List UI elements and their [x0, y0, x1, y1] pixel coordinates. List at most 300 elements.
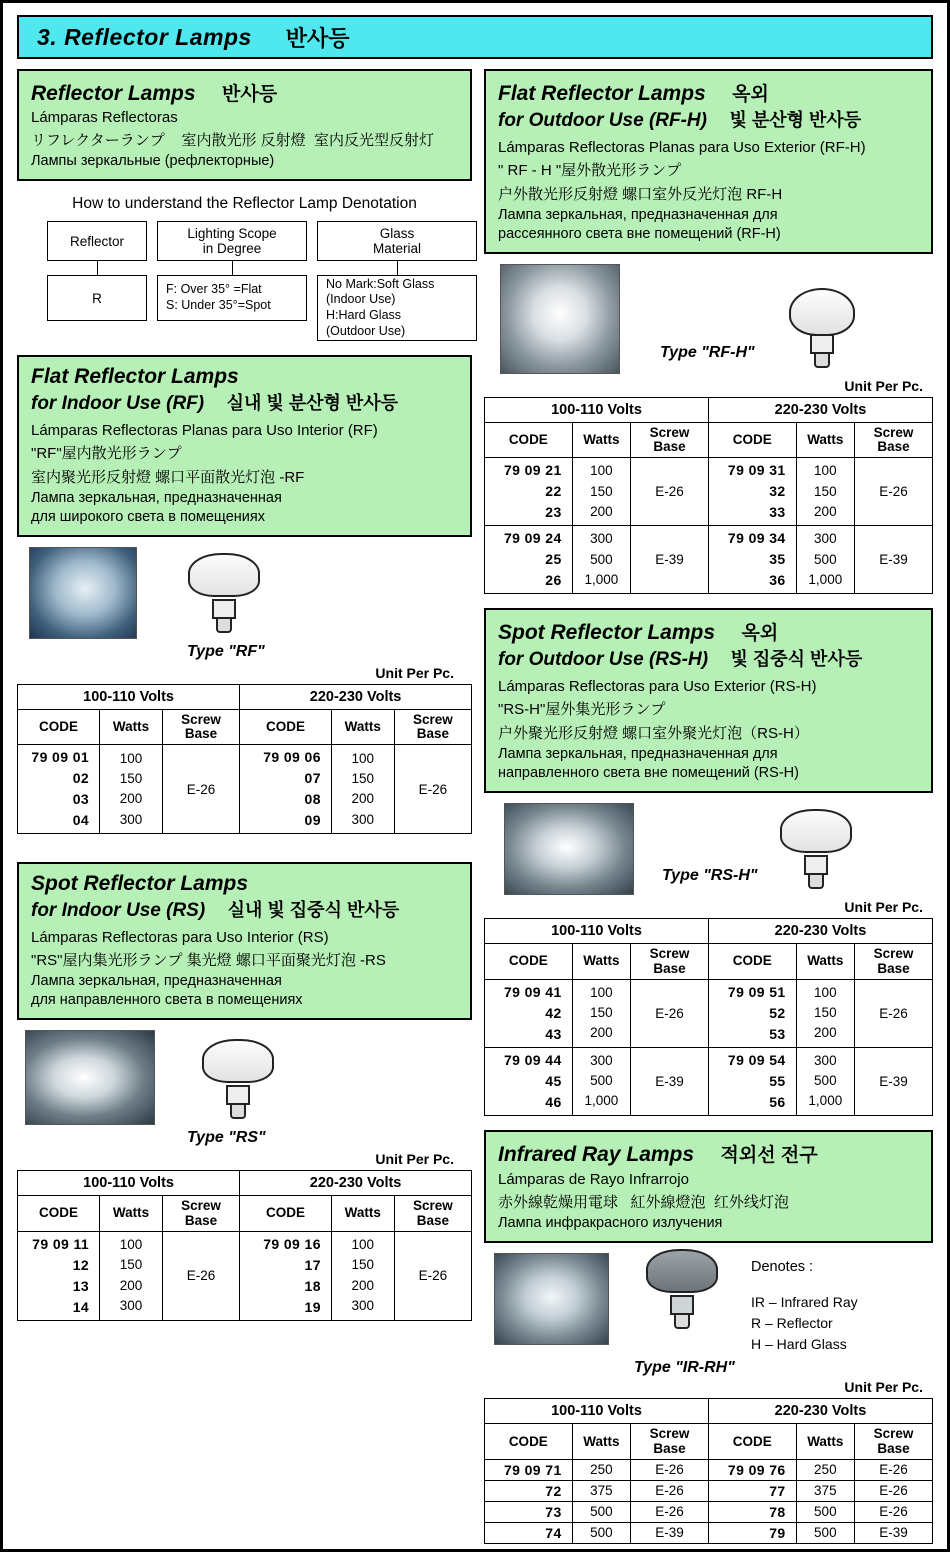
- rfh-volt-right: 220-230 Volts: [708, 398, 932, 423]
- rs-code-l-3: 14: [72, 1298, 90, 1315]
- ir-lamp-photo: [494, 1253, 609, 1345]
- rsh-volt-left: 100-110 Volts: [485, 919, 709, 944]
- section-flat-reflector-outdoor: [484, 69, 933, 254]
- rf-watt-l-1: 150: [119, 771, 143, 787]
- denotation-title: How to understand the Reflector Lamp Denotation: [72, 195, 417, 212]
- rf-base-right: E-26: [394, 745, 471, 834]
- ir-h-watts-r: Watts: [796, 1424, 854, 1459]
- rsh-lamp-photo: [504, 803, 634, 895]
- ir-line-cn2: 红外线灯泡: [713, 1193, 789, 1211]
- ir-unit-per-pc: Unit Per Pc.: [844, 1379, 923, 1396]
- table-row-headers: [18, 1196, 472, 1231]
- ir-type-caption: Type "IR-RH": [634, 1359, 735, 1377]
- page-header: [17, 15, 933, 59]
- rfh-g2-watt-r-2: 1,000: [808, 571, 843, 587]
- denotation-head-glass: [317, 221, 477, 261]
- denotation-body-glass: [317, 275, 477, 341]
- rfh-g1-code-l-2: 23: [545, 504, 562, 521]
- rsh-title-en2: for Outdoor Use (RS-H): [498, 649, 709, 671]
- page-title: 3. Reflector Lamps: [37, 23, 252, 50]
- section-infrared-ray-lamps: [484, 1130, 933, 1243]
- rs-unit-per-pc: Unit Per Pc.: [375, 1151, 454, 1168]
- rs-table: [17, 1170, 472, 1320]
- rf-h-watts-r: Watts: [331, 710, 394, 745]
- scope-body-l2: S: Under 35°=Spot: [166, 298, 271, 312]
- rf-h-base-r: Screw Base: [394, 710, 471, 745]
- denotes-item-0: IR – Infrared Ray: [751, 1294, 858, 1311]
- rs-watt-l-2: 200: [119, 1277, 143, 1293]
- rfh-line-es: Lámparas Reflectoras Planas para Uso Exterior (RF-H): [498, 139, 866, 156]
- rf-volt-right: 220-230 Volts: [240, 685, 472, 710]
- rs-h-watts-r: Watts: [331, 1196, 394, 1231]
- denotation-col-reflector: [47, 221, 147, 341]
- rs-lamp-photo: [25, 1030, 155, 1125]
- rfh-g2-base-left: E-39: [631, 526, 709, 594]
- rfh-h-base-r: Screw Base: [855, 423, 933, 458]
- rs-watt-l-1: 150: [119, 1257, 143, 1273]
- rf-unit-per-pc: Unit Per Pc.: [375, 665, 454, 681]
- table-row: [485, 1522, 933, 1543]
- rs-watt-r-2: 200: [351, 1277, 375, 1293]
- denotation-body-scope: [157, 275, 307, 321]
- rs-volt-left: 100-110 Volts: [18, 1171, 240, 1196]
- rfh-g2-code-r-0: 79 09 34: [727, 530, 786, 547]
- table-row: [485, 1480, 933, 1501]
- rsh-g2-code-l-2: 46: [545, 1093, 562, 1110]
- rf-line-ru1: Лампа зеркальная, предназначенная: [31, 490, 282, 506]
- rsh-g2-watt-l-0: 300: [590, 1052, 613, 1068]
- rsh-g2-watt-l-1: 500: [590, 1073, 613, 1089]
- ir-lamp-drawing: [643, 1249, 721, 1335]
- rfh-g1-watts-left: [572, 458, 630, 526]
- rs-line-ru1: Лампа зеркальная, предназначенная: [31, 973, 282, 990]
- rf-watt-l-2: 200: [119, 791, 143, 807]
- rsh-g1-code-r-0: 79 09 51: [727, 983, 786, 1000]
- rsh-h-code-r: CODE: [708, 944, 796, 979]
- rfh-g1-base-right: E-26: [855, 458, 933, 526]
- table-row: [485, 1047, 933, 1115]
- ir-title-kr: 적외선 전구: [720, 1144, 818, 1166]
- ir-base-l-3: E-39: [631, 1522, 709, 1543]
- rfh-g1-codes-left: [485, 458, 573, 526]
- rs-watt-r-3: 300: [351, 1297, 375, 1313]
- table-row: [485, 1459, 933, 1480]
- scope-body-l1: F: Over 35° =Flat: [166, 282, 262, 297]
- rsh-title-kr2: 빛 집중식 반사등: [730, 649, 863, 670]
- rf-watts-right: [331, 745, 394, 834]
- rfh-lamp-figure: [484, 264, 933, 374]
- ir-h-code-r: CODE: [708, 1424, 796, 1459]
- glass-head-l2: Material: [372, 241, 421, 256]
- rfh-g2-base-right: E-39: [855, 526, 933, 594]
- rs-watts-right: [331, 1231, 394, 1320]
- ir-lamp-figure: [484, 1253, 933, 1356]
- rfh-g1-code-r-2: 33: [769, 504, 786, 521]
- ir-h-watts-l: Watts: [572, 1424, 630, 1459]
- rs-h-base-l: Screw Base: [162, 1196, 239, 1231]
- rf-watt-l-3: 300: [119, 811, 143, 827]
- rf-type-caption: Type "RF": [187, 643, 265, 660]
- rf-code-r-1: 07: [304, 770, 321, 787]
- reflector-title-en: Reflector Lamps: [31, 82, 196, 105]
- table-row-headers: [485, 423, 933, 458]
- table-row: [485, 1501, 933, 1522]
- section-flat-reflector-indoor: [17, 355, 472, 537]
- rfh-h-watts-r: Watts: [796, 423, 854, 458]
- rf-code-l-2: 03: [72, 791, 90, 808]
- ir-watt-l-1: 375: [572, 1480, 630, 1501]
- connector-line: [97, 261, 98, 275]
- table-row-headers: [485, 1424, 933, 1459]
- rf-title-kr: 실내 빛 분산형 반사등: [226, 393, 399, 413]
- ir-base-l-0: E-26: [631, 1459, 709, 1480]
- rf-watt-r-0: 100: [351, 750, 375, 766]
- reflector-line-jp: リフレクターランプ: [31, 132, 165, 149]
- rsh-g2-code-r-0: 79 09 54: [727, 1051, 786, 1068]
- rf-volt-left: 100-110 Volts: [18, 685, 240, 710]
- rf-lamp-drawing: [185, 553, 263, 639]
- table-row: [485, 979, 933, 1047]
- ir-code-r-1: 77: [708, 1480, 796, 1501]
- rf-title-en: Flat Reflector Lamps: [31, 365, 239, 388]
- rs-code-r-3: 19: [304, 1298, 321, 1315]
- rfh-g2-watts-right: [796, 526, 854, 594]
- rf-line-jp: "RF"屋内散光形ランプ: [31, 445, 182, 462]
- rfh-h-watts-l: Watts: [572, 423, 630, 458]
- rsh-volt-right: 220-230 Volts: [708, 919, 932, 944]
- rs-code-l-1: 12: [72, 1256, 90, 1273]
- rsh-g2-watt-r-2: 1,000: [808, 1093, 843, 1109]
- rfh-g1-watts-right: [796, 458, 854, 526]
- ir-h-base-r: Screw Base: [855, 1424, 933, 1459]
- rfh-title-kr2: 빛 분산형 반사등: [729, 110, 862, 130]
- rsh-g2-code-r-2: 56: [769, 1093, 786, 1110]
- rfh-g1-code-l-1: 22: [545, 483, 562, 500]
- rs-base-right: E-26: [394, 1231, 471, 1320]
- glass-body-l2: (Indoor Use): [326, 292, 396, 307]
- denotation-body-reflector: R: [47, 275, 147, 321]
- table-row-volts: [485, 1399, 933, 1424]
- rfh-g1-watt-l-1: 150: [590, 483, 613, 499]
- rfh-g1-codes-right: [708, 458, 796, 526]
- ir-code-l-1: 72: [485, 1480, 573, 1501]
- rs-title-en2: for Indoor Use (RS): [31, 900, 206, 922]
- ir-base-r-2: E-26: [855, 1501, 933, 1522]
- table-row-volts: [485, 398, 933, 423]
- rf-watt-r-2: 200: [351, 791, 375, 807]
- rs-title-kr: 실내 빛 집중식 반사등: [227, 900, 400, 921]
- rf-code-l-3: 04: [72, 812, 90, 829]
- rf-code-r-0: 79 09 06: [263, 749, 321, 766]
- rfh-g1-code-l-0: 79 09 21: [503, 462, 562, 479]
- rs-volt-right: 220-230 Volts: [240, 1171, 472, 1196]
- reflector-title-kr: 반사등: [222, 84, 278, 105]
- rfh-g2-code-l-0: 79 09 24: [503, 530, 562, 547]
- rfh-type-caption: Type "RF-H": [660, 344, 755, 361]
- rs-lamp-drawing: [199, 1039, 277, 1125]
- rs-title-en: Spot Reflector Lamps: [31, 872, 249, 896]
- ir-code-r-3: 79: [708, 1522, 796, 1543]
- rf-table: [17, 684, 472, 834]
- rsh-h-base-l: Screw Base: [631, 944, 709, 979]
- rs-type-caption: Type "RS": [187, 1129, 266, 1147]
- rsh-g2-watt-r-0: 300: [814, 1052, 837, 1068]
- rf-watts-left: [100, 745, 163, 834]
- denotation-col-glass: [317, 221, 477, 341]
- rfh-volt-left: 100-110 Volts: [485, 398, 709, 423]
- rf-h-code-l: CODE: [18, 710, 100, 745]
- rs-codes-right: [240, 1231, 332, 1320]
- rfh-h-code-l: CODE: [485, 423, 573, 458]
- ir-volt-right: 220-230 Volts: [708, 1399, 932, 1424]
- rs-code-l-2: 13: [72, 1277, 90, 1294]
- rsh-h-watts-l: Watts: [572, 944, 630, 979]
- glass-body-l1: No Mark:Soft Glass: [326, 276, 435, 291]
- rfh-h-code-r: CODE: [708, 423, 796, 458]
- rfh-line-cn: 户外散光形反射燈 螺口室外反光灯泡 RF-H: [498, 186, 783, 203]
- rsh-g2-code-l-0: 79 09 44: [503, 1051, 562, 1068]
- rfh-g1-watt-r-1: 150: [814, 483, 837, 499]
- rfh-g2-codes-left: [485, 526, 573, 594]
- ir-h-base-l: Screw Base: [631, 1424, 709, 1459]
- rsh-g2-watts-right: [796, 1047, 854, 1115]
- rf-watt-r-1: 150: [351, 771, 375, 787]
- rf-watt-l-0: 100: [119, 750, 143, 766]
- ir-line-cn: 紅外線燈泡: [630, 1193, 706, 1211]
- rfh-g2-code-r-2: 36: [769, 572, 786, 589]
- rf-h-base-l: Screw Base: [162, 710, 239, 745]
- rsh-g1-code-r-2: 53: [769, 1025, 786, 1042]
- rf-lamp-photo: [29, 547, 137, 639]
- connector-line: [232, 261, 233, 275]
- reflector-line-ru: Лампы зеркальные (рефлекторные): [31, 153, 275, 169]
- scope-head-l2: in Degree: [202, 241, 262, 256]
- ir-watt-r-2: 500: [796, 1501, 854, 1522]
- rfh-g1-watt-l-2: 200: [590, 503, 613, 519]
- table-row-headers: [18, 710, 472, 745]
- rs-code-r-0: 79 09 16: [263, 1235, 321, 1252]
- glass-body-l3: H:Hard Glass: [326, 308, 402, 322]
- rs-h-base-r: Screw Base: [394, 1196, 471, 1231]
- rf-h-code-r: CODE: [240, 710, 332, 745]
- ir-base-l-1: E-26: [631, 1480, 709, 1501]
- ir-line-jp: 赤外線乾燥用電球: [498, 1193, 619, 1211]
- rf-line-cn: 室内聚光形反射燈 螺口平面散光灯泡 -RF: [31, 469, 305, 486]
- rs-code-r-2: 18: [304, 1277, 321, 1294]
- rsh-table: [484, 918, 933, 1115]
- rsh-line-ru2: направленного света вне помещений (RS-H): [498, 765, 799, 782]
- rf-title-en2: for Indoor Use (RF): [31, 393, 205, 414]
- rf-code-r-2: 08: [304, 791, 321, 808]
- denotes-title: Denotes :: [751, 1258, 814, 1275]
- rfh-lamp-photo: [500, 264, 620, 374]
- rfh-title-en2: for Outdoor Use (RF-H): [498, 110, 707, 131]
- ir-h-code-l: CODE: [485, 1424, 573, 1459]
- rsh-g1-watt-r-2: 200: [814, 1025, 837, 1041]
- rfh-g2-watts-left: [572, 526, 630, 594]
- rsh-g1-code-r-1: 52: [769, 1004, 786, 1021]
- rsh-h-base-r: Screw Base: [855, 944, 933, 979]
- table-row-volts: [18, 685, 472, 710]
- denotes-legend: [751, 1257, 858, 1356]
- ir-base-r-0: E-26: [855, 1459, 933, 1480]
- rf-watt-r-3: 300: [351, 811, 375, 827]
- rfh-title-en: Flat Reflector Lamps: [498, 82, 706, 105]
- rfh-g2-watt-r-1: 500: [814, 551, 837, 567]
- denotes-item-1: R – Reflector: [751, 1315, 833, 1332]
- denotation-col-scope: [157, 221, 307, 341]
- rfh-g2-codes-right: [708, 526, 796, 594]
- rs-watt-l-0: 100: [119, 1237, 143, 1253]
- ir-volt-left: 100-110 Volts: [485, 1399, 709, 1424]
- rf-codes-right: [240, 745, 332, 834]
- rsh-g1-watt-l-1: 150: [590, 1005, 613, 1021]
- rsh-g2-codes-left: [485, 1047, 573, 1115]
- table-row: [485, 526, 933, 594]
- left-column: [17, 69, 472, 1544]
- ir-table: [484, 1398, 933, 1543]
- rsh-g1-codes-right: [708, 979, 796, 1047]
- rsh-unit-per-pc: Unit Per Pc.: [844, 899, 923, 916]
- table-row: [18, 1231, 472, 1320]
- rsh-g2-codes-right: [708, 1047, 796, 1115]
- right-column: [484, 69, 933, 1544]
- table-row-headers: [485, 944, 933, 979]
- rfh-lamp-drawing: [783, 288, 861, 374]
- ir-code-l-3: 74: [485, 1522, 573, 1543]
- rs-line-jp: "RS"屋内集光形ランプ 集光燈 螺口平面聚光灯泡 -RS: [31, 952, 386, 970]
- rsh-g1-watts-left: [572, 979, 630, 1047]
- rfh-g2-code-r-1: 35: [769, 551, 786, 568]
- section-spot-reflector-outdoor: [484, 608, 933, 793]
- rsh-title-en: Spot Reflector Lamps: [498, 621, 716, 645]
- rfh-h-base-l: Screw Base: [631, 423, 709, 458]
- ir-watt-r-3: 500: [796, 1522, 854, 1543]
- rsh-g1-watt-l-0: 100: [590, 984, 613, 1000]
- ir-watt-l-3: 500: [572, 1522, 630, 1543]
- rsh-g2-code-l-1: 45: [545, 1072, 562, 1089]
- rsh-g1-code-l-0: 79 09 41: [503, 983, 562, 1000]
- rsh-title-kr: 옥외: [741, 623, 779, 645]
- rsh-g1-code-l-1: 42: [545, 1004, 562, 1021]
- ir-line-ru: Лампа инфракрасного излучения: [498, 1214, 723, 1231]
- rfh-g1-code-r-0: 79 09 31: [727, 462, 786, 479]
- scope-head-l1: Lighting Scope: [187, 226, 277, 241]
- ir-watt-l-2: 500: [572, 1501, 630, 1522]
- denotation-diagram: [17, 221, 472, 341]
- rsh-g2-watt-r-1: 500: [814, 1073, 837, 1089]
- table-row: [18, 745, 472, 834]
- rsh-g1-watts-right: [796, 979, 854, 1047]
- ir-base-r-3: E-39: [855, 1522, 933, 1543]
- rfh-title-kr: 옥외: [732, 84, 769, 105]
- rf-codes-left: [18, 745, 100, 834]
- rs-code-l-0: 79 09 11: [32, 1235, 90, 1252]
- denotes-item-2: H – Hard Glass: [751, 1336, 847, 1353]
- rsh-g1-base-left: E-26: [631, 979, 709, 1047]
- rs-lamp-figure: [17, 1030, 472, 1125]
- glass-head-l1: Glass: [379, 226, 415, 241]
- ir-base-l-2: E-26: [631, 1501, 709, 1522]
- rsh-h-watts-r: Watts: [796, 944, 854, 979]
- rsh-g2-watts-left: [572, 1047, 630, 1115]
- ir-watt-l-0: 250: [572, 1459, 630, 1480]
- rs-h-code-l: CODE: [18, 1196, 100, 1231]
- rf-code-l-1: 02: [72, 770, 90, 787]
- section-spot-reflector-indoor: [17, 862, 472, 1020]
- rsh-line-jp: "RS-H"屋外集光形ランプ: [498, 701, 666, 719]
- rfh-unit-per-pc: Unit Per Pc.: [844, 378, 923, 394]
- rs-codes-left: [18, 1231, 100, 1320]
- reflector-line-cn2: 室内反光型反射灯: [314, 132, 435, 149]
- ir-base-r-1: E-26: [855, 1480, 933, 1501]
- rsh-g2-base-right: E-39: [855, 1047, 933, 1115]
- rfh-g1-watt-r-2: 200: [814, 503, 837, 519]
- rs-watt-r-1: 150: [351, 1257, 375, 1273]
- denotation-head-reflector: Reflector: [47, 221, 147, 261]
- rfh-line-jp: " RF - H "屋外散光形ランプ: [498, 162, 682, 179]
- rsh-g2-base-left: E-39: [631, 1047, 709, 1115]
- rsh-line-es: Lámparas Reflectoras para Uso Exterior (RS-H): [498, 678, 817, 696]
- connector-line: [397, 261, 398, 275]
- rsh-g1-code-l-2: 43: [545, 1025, 562, 1042]
- rf-h-watts-l: Watts: [100, 710, 163, 745]
- rf-code-l-0: 79 09 01: [31, 749, 90, 766]
- rsh-g1-watt-r-0: 100: [814, 984, 837, 1000]
- rsh-g1-codes-left: [485, 979, 573, 1047]
- rsh-type-caption: Type "RS-H": [662, 867, 758, 885]
- rsh-line-cn: 户外聚光形反射燈 螺口室外聚光灯泡（RS-H）: [498, 725, 809, 743]
- rfh-g1-watt-r-0: 100: [814, 463, 837, 479]
- rs-h-code-r: CODE: [240, 1196, 332, 1231]
- rsh-h-code-l: CODE: [485, 944, 573, 979]
- rfh-g1-code-r-1: 32: [769, 483, 786, 500]
- table-row: [485, 458, 933, 526]
- rs-line-ru2: для направленного света в помещениях: [31, 992, 303, 1009]
- ir-title-en: Infrared Ray Lamps: [498, 1142, 695, 1166]
- rfh-table: [484, 397, 933, 594]
- denotation-head-scope: [157, 221, 307, 261]
- rs-watts-left: [100, 1231, 163, 1320]
- reflector-line-jp-cn: [31, 129, 458, 150]
- rsh-g1-base-right: E-26: [855, 979, 933, 1047]
- rs-h-watts-l: Watts: [100, 1196, 163, 1231]
- ir-watt-r-0: 250: [796, 1459, 854, 1480]
- ir-line-cjk: [498, 1191, 919, 1212]
- rf-line-ru2: для широкого света в помещениях: [31, 509, 265, 525]
- rs-watt-r-0: 100: [351, 1237, 375, 1253]
- rf-line-es: Lámparas Reflectoras Planas para Uso Interior (RF): [31, 422, 378, 439]
- rfh-g2-watt-l-0: 300: [590, 531, 613, 547]
- ir-watt-r-1: 375: [796, 1480, 854, 1501]
- rs-code-r-1: 17: [304, 1256, 321, 1273]
- rfh-g2-watt-r-0: 300: [814, 531, 837, 547]
- rfh-g2-watt-l-1: 500: [590, 551, 613, 567]
- rfh-g1-base-left: E-26: [631, 458, 709, 526]
- rs-base-left: E-26: [162, 1231, 239, 1320]
- section-reflector-lamps: [17, 69, 472, 181]
- rfh-line-ru1: Лампа зеркальная, предназначенная для: [498, 207, 778, 223]
- reflector-line-es: Lámparas Reflectoras: [31, 109, 178, 126]
- rfh-g1-watt-l-0: 100: [590, 463, 613, 479]
- rf-code-r-3: 09: [304, 812, 321, 829]
- ir-code-r-2: 78: [708, 1501, 796, 1522]
- page-title-korean: 반사등: [285, 25, 350, 51]
- rs-watt-l-3: 300: [119, 1297, 143, 1313]
- rfh-g2-watt-l-2: 1,000: [584, 571, 619, 587]
- rsh-g2-watt-l-2: 1,000: [584, 1093, 619, 1109]
- rfh-line-ru2: рассеянного света вне помещений (RF-H): [498, 226, 781, 242]
